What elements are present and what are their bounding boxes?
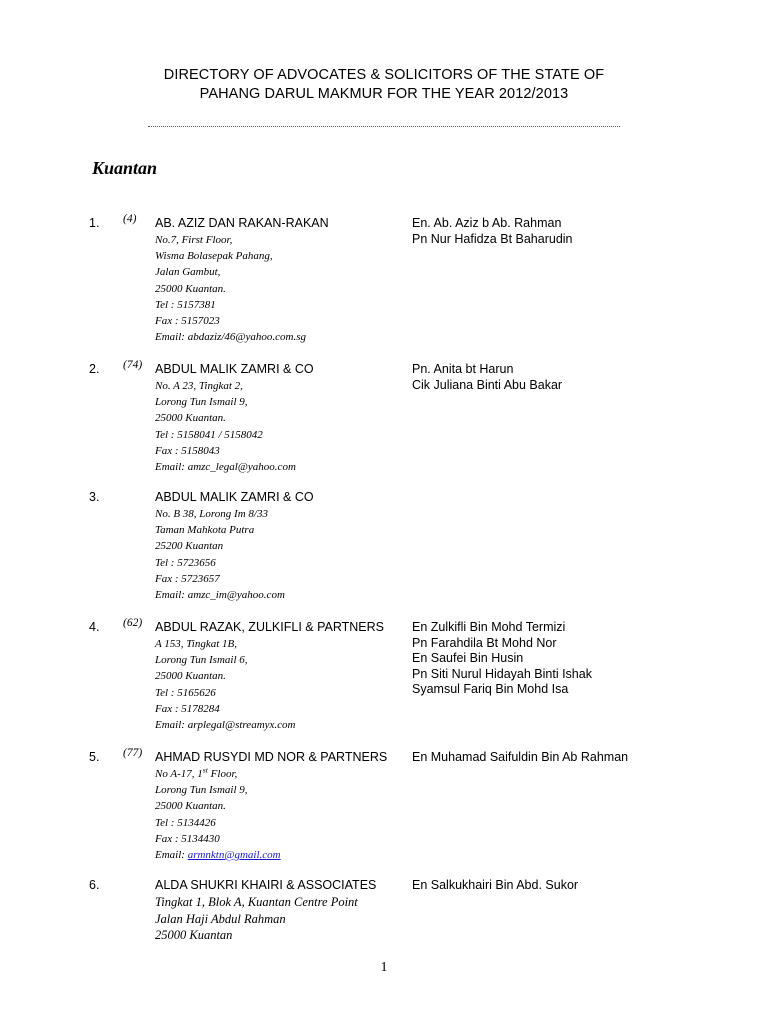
fax-line: Fax : 5178284: [155, 702, 220, 715]
firm-address: [155, 894, 358, 944]
entry-code: (77): [123, 747, 143, 759]
address-text: Floor,: [207, 768, 238, 780]
email-label: Email:: [155, 331, 188, 344]
title-line-2: PAHANG DARUL MAKMUR FOR THE YEAR 2012/2013: [199, 86, 569, 102]
email-address: arplegal@streamyx.com: [187, 719, 296, 732]
address-line: A 153, Tingkat 1B,: [155, 638, 237, 650]
tel-line: Tel : 5165626: [155, 686, 216, 699]
firm-address: [155, 378, 296, 475]
firm-name: AB. AZIZ DAN RAKAN-RAKAN: [155, 216, 329, 230]
address-line: 25000 Kuantan.: [155, 282, 226, 295]
address-text: No A-17, 1: [155, 768, 203, 780]
tel-line: Tel : 5157381: [155, 298, 216, 311]
entry-code: (62): [123, 617, 143, 629]
email-label: Email:: [155, 461, 188, 474]
fax-line: Fax : 5723657: [155, 572, 220, 585]
email-line: [155, 847, 281, 863]
entry-number: 2.: [89, 362, 100, 376]
email-link[interactable]: armnktn@gmail.com: [187, 849, 281, 862]
tel-line: Tel : 5158041 / 5158042: [155, 428, 263, 441]
address-line: Taman Mahkota Putra: [155, 524, 255, 537]
email-address: amzc_im@yahoo.com: [187, 589, 285, 602]
entry-number: 3.: [89, 490, 100, 504]
email-address: abdaziz/46@yahoo.com.sg: [187, 331, 306, 344]
firm-name: ABDUL MALIK ZAMRI & CO: [155, 490, 314, 504]
email-line: [155, 329, 306, 345]
partner-name: Syamsul Fariq Bin Mohd Isa: [412, 682, 569, 696]
partner-name: Cik Juliana Binti Abu Bakar: [412, 377, 563, 392]
email-address: amzc_legal@yahoo.com: [187, 461, 296, 474]
fax-line: Fax : 5158043: [155, 444, 220, 457]
firm-address: [155, 636, 295, 733]
partner-name: Pn Nur Hafidza Bt Baharudin: [412, 231, 573, 246]
partner-list: [412, 216, 573, 247]
address-line: 25000 Kuantan.: [155, 800, 226, 813]
partner-name: En Saufei Bin Husin: [412, 651, 524, 665]
address-line: No. A 23, Tingkat 2,: [155, 380, 243, 392]
firm-name: ALDA SHUKRI KHAIRI & ASSOCIATES: [155, 878, 377, 892]
firm-name: AHMAD RUSYDI MD NOR & PARTNERS: [155, 750, 388, 764]
partner-name: Pn Siti Nurul Hidayah Binti Ishak: [412, 666, 592, 681]
address-line: [155, 766, 281, 782]
section-heading: Kuantan: [92, 158, 158, 178]
firm-name: ABDUL RAZAK, ZULKIFLI & PARTNERS: [155, 620, 384, 634]
address-line: Tingkat 1, Blok A, Kuantan Centre Point: [155, 895, 358, 909]
partner-name: En Muhamad Saifuldin Bin Ab Rahman: [412, 750, 629, 764]
firm-address: [155, 232, 306, 345]
address-line: Jalan Gambut,: [155, 266, 221, 279]
document-title: [90, 66, 678, 104]
entry-code: (74): [123, 359, 143, 371]
fax-line: Fax : 5134430: [155, 832, 220, 845]
email-label: Email:: [155, 849, 188, 862]
partner-name: Pn. Anita bt Harun: [412, 362, 514, 376]
firm-address: [155, 766, 281, 863]
address-line: Lorong Tun Ismail 6,: [155, 654, 248, 667]
address-line: Lorong Tun Ismail 9,: [155, 396, 248, 409]
fax-line: Fax : 5157023: [155, 315, 220, 328]
partner-name: Pn Farahdila Bt Mohd Nor: [412, 635, 557, 650]
address-line: Jalan Haji Abdul Rahman: [155, 911, 286, 926]
address-line: Wisma Bolasepak Pahang,: [155, 250, 273, 263]
email-label: Email:: [155, 719, 188, 732]
tel-line: Tel : 5723656: [155, 556, 216, 569]
address-line: 25000 Kuantan.: [155, 412, 226, 425]
entry-number: 1.: [89, 216, 100, 230]
partner-list: [412, 750, 628, 766]
email-line: [155, 459, 296, 475]
address-line: Lorong Tun Ismail 9,: [155, 784, 248, 797]
page-number: 1: [380, 960, 388, 975]
entry-number: 4.: [89, 620, 100, 634]
dotted-divider: [148, 126, 620, 127]
email-line: [155, 587, 285, 603]
partner-list: [412, 362, 562, 393]
ordinal-suffix: st: [202, 765, 208, 775]
address-line: 25000 Kuantan.: [155, 670, 226, 683]
title-line-1: DIRECTORY OF ADVOCATES & SOLICITORS OF THE STATE OF: [163, 67, 605, 83]
tel-line: Tel : 5134426: [155, 816, 216, 829]
entry-code: (4): [123, 213, 137, 225]
firm-name: ABDUL MALIK ZAMRI & CO: [155, 362, 314, 376]
address-line: No. B 38, Lorong Im 8/33: [155, 508, 268, 520]
email-label: Email:: [155, 589, 188, 602]
partner-list: [412, 878, 578, 894]
partner-name: En Salkukhairi Bin Abd. Sukor: [412, 878, 579, 892]
partner-name: En. Ab. Aziz b Ab. Rahman: [412, 216, 562, 230]
email-line: [155, 717, 295, 733]
address-line: No.7, First Floor,: [155, 234, 233, 246]
firm-address: [155, 506, 285, 603]
partner-list: [412, 620, 592, 698]
entry-number: 5.: [89, 750, 100, 764]
entry-number: 6.: [89, 878, 100, 892]
address-line: 25000 Kuantan: [155, 928, 233, 942]
partner-name: En Zulkifli Bin Mohd Termizi: [412, 620, 566, 634]
address-line: 25200 Kuantan: [155, 540, 224, 553]
